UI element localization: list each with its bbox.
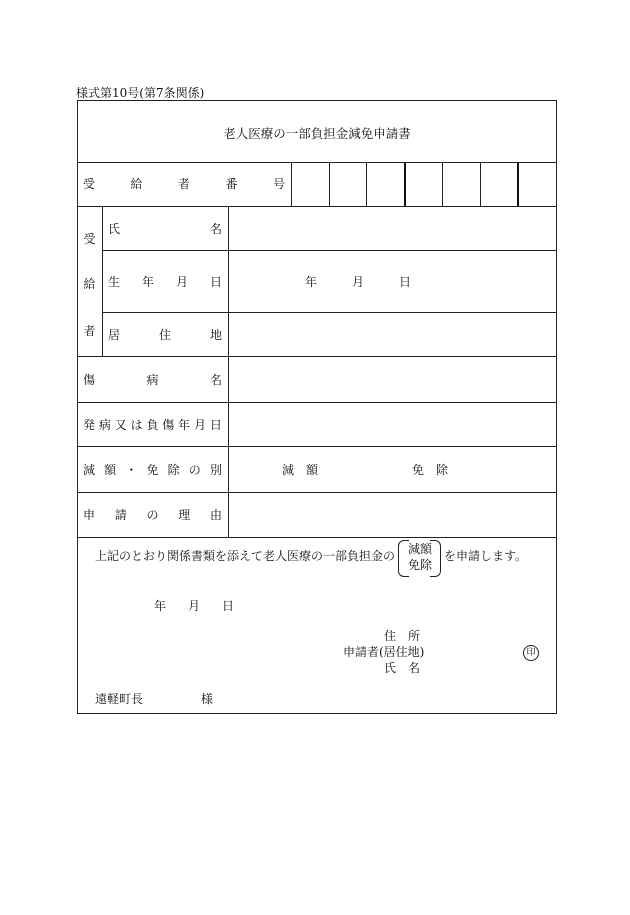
- recipient-group-char: 受: [83, 232, 96, 246]
- illness-label: 傷 病 名: [83, 373, 222, 387]
- declaration-text: 上記のとおり関係書類を添えて老人医療の一部負担金の: [95, 549, 396, 563]
- birthdate-label: 生 年 月 日: [108, 275, 222, 289]
- recipient-number-digit-1[interactable]: [292, 163, 329, 206]
- onset-label: 発 病 又 は 負 傷 年 月 日: [83, 418, 222, 432]
- form-title: 老人医療の一部負担金減免申請書: [223, 126, 411, 141]
- applicant-label: 申請者(居住地): [343, 645, 425, 659]
- honorific: 様: [201, 692, 214, 706]
- type-option-exemption[interactable]: 免 除: [411, 463, 448, 477]
- form-number: 様式第10号(第7条関係): [76, 86, 205, 100]
- recipient-number-digit-2[interactable]: [330, 163, 366, 206]
- choice-exemption[interactable]: 免除: [407, 558, 432, 572]
- recipient-number-digit-5[interactable]: [443, 163, 480, 206]
- application-date: 年 月 日: [154, 599, 234, 613]
- applicant-name-label: 氏 名: [384, 661, 421, 675]
- address-label: 居 住 地: [108, 328, 222, 342]
- recipient-number-digit-6[interactable]: [481, 163, 517, 206]
- recipient-group-char: 者: [83, 324, 96, 338]
- illness-field[interactable]: [229, 357, 556, 402]
- name-field[interactable]: [229, 207, 556, 250]
- name-label: 氏 名: [108, 222, 222, 236]
- reason-field[interactable]: [229, 493, 556, 537]
- choice-reduction[interactable]: 減額: [407, 542, 432, 556]
- type-label: 減 額 ・ 免 除 の 別: [83, 463, 222, 477]
- recipient-number-digit-4[interactable]: [406, 163, 442, 206]
- address-field[interactable]: [229, 313, 556, 356]
- onset-date-field[interactable]: [229, 403, 556, 446]
- seal-mark: 印: [523, 645, 539, 661]
- addressee: 遠軽町長: [95, 692, 144, 706]
- divider: [102, 206, 103, 356]
- divider: [77, 537, 557, 538]
- applicant-address-label: 住 所: [384, 629, 421, 643]
- reason-label: 申 請 の 理 由: [83, 508, 222, 522]
- recipient-number-digit-7[interactable]: [519, 163, 556, 206]
- divider: [77, 446, 557, 447]
- birthdate-value-units: 年 月 日: [305, 275, 411, 289]
- declaration-text-end: を申請します。: [444, 549, 528, 563]
- recipient-number-digit-3[interactable]: [367, 163, 404, 206]
- recipient-group-char: 給: [83, 277, 96, 291]
- recipient-number-label: 受 給 者 番 号: [83, 177, 285, 191]
- type-option-reduction[interactable]: 減 額: [281, 463, 318, 477]
